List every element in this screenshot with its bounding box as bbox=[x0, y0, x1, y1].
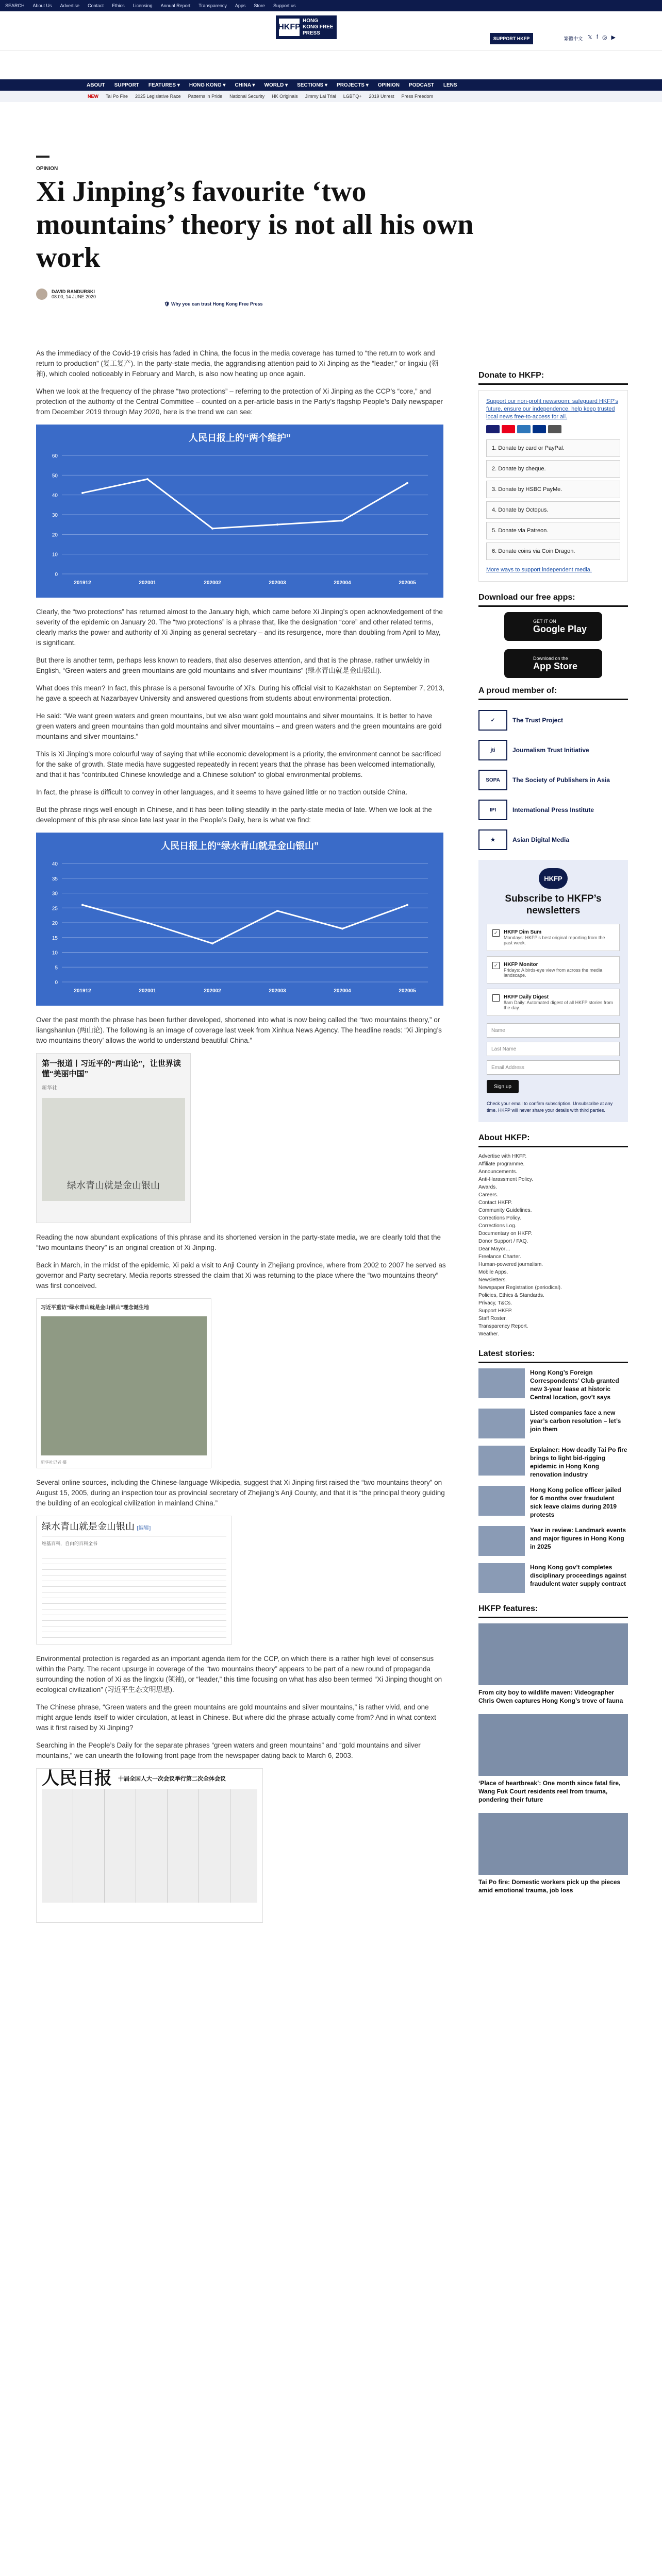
nav-podcast[interactable]: PODCAST bbox=[408, 82, 434, 88]
nav-china[interactable]: CHINA ▾ bbox=[235, 82, 255, 88]
chart-green-mountains bbox=[36, 833, 443, 1006]
data-point bbox=[341, 928, 343, 930]
story-thumbnail bbox=[478, 1486, 525, 1516]
wiki-subtitle: 维基百科，自由的百科全书 bbox=[42, 1541, 98, 1546]
y-tick-label: 10 bbox=[52, 552, 58, 558]
newsletter-logo: HKFP bbox=[539, 868, 568, 889]
feature-image bbox=[478, 1623, 628, 1685]
paragraph: He said: “We want green waters and green mountains, but we also want gold mountains and silver mountains. It is better to have green waters and green mountains than gold mountains and silver mountains – and green waters and the green mountains are gold mountains and silver mountains.” bbox=[36, 712, 442, 740]
anji-photo bbox=[41, 1316, 207, 1455]
wikipedia-screenshot bbox=[36, 1516, 232, 1645]
latest-story[interactable] bbox=[478, 1526, 628, 1556]
data-point bbox=[341, 520, 343, 522]
top-link-annual-report[interactable]: Annual Report bbox=[160, 3, 191, 8]
ipi-icon: IPI bbox=[478, 800, 507, 820]
about-link[interactable]: Corrections Log. bbox=[478, 1223, 517, 1229]
xinhua-headline: 第一报道丨习近平的“两山论”，让世界读懂“美丽中国” bbox=[42, 1059, 181, 1078]
paragraph: As the immediacy of the Covid-19 crisis has faded in China, the focus in the media coverage has turned to “the return to work and return to production” (复工复产). In the party-state media, the aggrandising attention paid to Xi Jinping as the “leader,” or lingxiu (领袖), which cooled noticeably in February and March, is also now heating up once again. bbox=[36, 349, 439, 378]
about-link[interactable]: Corrections Policy. bbox=[478, 1215, 521, 1221]
member-trust-project[interactable] bbox=[478, 705, 628, 735]
paragraph: The Chinese phrase, “Green waters and the green mountains are gold mountains and silver mountains,” is rather vivid, and one might argue lends itself to wider circulation, at least in Chinese. But where did the phrase actually come from? And in what context was it first raised by Xi Jinping? bbox=[36, 1703, 436, 1732]
trust-project-icon: ✓ bbox=[478, 710, 507, 731]
paragraph: Several online sources, including the Chinese-language Wikipedia, suggest that Xi Jinping first raised the “two mountains theory” on August 15, 2005, during an inspection tour as provincial secretary of Zhejiang’s Anji County, and that it is “the principal theory guiding the building of an ecological civilization in mainland China.” bbox=[36, 1479, 445, 1507]
trending-national-security[interactable]: National Security bbox=[229, 94, 265, 99]
x-tick-label: 202004 bbox=[334, 580, 351, 586]
top-link-licensing[interactable]: Licensing bbox=[133, 3, 153, 8]
anji-visit-screenshot bbox=[36, 1298, 211, 1468]
chart-title: 人民日报上的“两个维护” bbox=[189, 433, 291, 443]
header-social-icons bbox=[588, 34, 616, 41]
member-sopa[interactable] bbox=[478, 765, 628, 795]
logo-name: HONG KONG FREE PRESS bbox=[303, 18, 334, 36]
data-point bbox=[276, 523, 278, 526]
y-tick-label: 20 bbox=[52, 532, 58, 538]
data-point bbox=[406, 482, 408, 484]
trending-lgbtq[interactable]: LGBTQ+ bbox=[343, 94, 362, 99]
pd-masthead: 人民日报 bbox=[42, 1769, 112, 1788]
newsletter-note: Check your email to confirm subscription. Unsubscribe at any time. HKFP will never share your details with third parties. bbox=[487, 1101, 613, 1113]
story-title: Hong Kong’s Foreign Correspondents’ Club granted new 3-year lease at historic Central location, gov’t says bbox=[530, 1369, 619, 1401]
trending-bar bbox=[0, 91, 662, 102]
article-title: Xi Jinping’s favourite ‘two mountains’ theory is not all his own work bbox=[36, 176, 474, 274]
top-link-search[interactable]: SEARCH bbox=[5, 3, 25, 8]
top-link-transparency[interactable]: Transparency bbox=[198, 3, 227, 8]
paragraph: Back in March, in the midst of the epidemic, Xi paid a visit to Anji County in Zhejiang province, where from 2002 to 2007 he served as governor and Party secretary. Media reports stressed the claim that Xi was returning to the place where the “two mountains theory” was first conceived. bbox=[36, 1261, 446, 1290]
paragraph: Searching in the People’s Daily for the separate phrases “green waters and green mountains” and “gold mountains and silver mountains,” we can unearth the following front page from the newspaper dating back to March 6, 2003. bbox=[36, 1741, 421, 1759]
byline bbox=[36, 289, 96, 300]
donate-option-patreon[interactable]: 5. Donate via Patreon. bbox=[486, 522, 620, 539]
xinhua-screenshot bbox=[36, 1053, 191, 1223]
checkbox[interactable]: ✓ bbox=[492, 962, 500, 969]
about-link[interactable]: Transparency Report. bbox=[478, 1324, 528, 1329]
trending-hk-originals[interactable]: HK Originals bbox=[272, 94, 298, 99]
member-label: Journalism Trust Initiative bbox=[512, 747, 589, 754]
nav-sections[interactable]: SECTIONS ▾ bbox=[297, 82, 328, 88]
about-link[interactable]: Mobile Apps. bbox=[478, 1269, 508, 1275]
about-link[interactable]: Dear Mayor… bbox=[478, 1246, 511, 1252]
newsletter-desc: 8am Daily: Automated digest of all HKFP stories from the day. bbox=[504, 1000, 613, 1010]
nav-about[interactable]: ABOUT bbox=[87, 82, 105, 88]
about-link[interactable]: Contact HKFP. bbox=[478, 1200, 512, 1206]
about-link[interactable]: Awards. bbox=[478, 1184, 497, 1190]
nav-world[interactable]: WORLD ▾ bbox=[264, 82, 288, 88]
newsletter-option-monitor[interactable] bbox=[487, 956, 620, 984]
series-line bbox=[82, 479, 407, 529]
pd-headline: 十届全国人大一次会议举行第二次全体会议 bbox=[118, 1776, 226, 1782]
features-title: HKFP features: bbox=[478, 1604, 628, 1618]
paragraph: This is Xi Jinping’s more colourful way of saying that while economic development is a priority, the environment cannot be sacrificed for the sake of growth. State media have suggested repeatedly in recent years that the phrase has been welcomed internationally, and that it has “contributed Chinese knowledge and a Chinese solution” to global environmental problems. bbox=[36, 750, 441, 778]
section-label[interactable]: OPINION bbox=[36, 166, 58, 172]
jti-icon: jti bbox=[478, 740, 507, 760]
about-link[interactable]: Support HKFP. bbox=[478, 1308, 512, 1314]
about-link[interactable]: Advertise with HKFP. bbox=[478, 1154, 527, 1159]
top-utility-bar bbox=[0, 0, 662, 11]
story-thumbnail bbox=[478, 1446, 525, 1476]
feature-stories bbox=[478, 1623, 628, 1894]
member-digital-media[interactable] bbox=[478, 825, 628, 855]
member-label: International Press Institute bbox=[512, 806, 594, 814]
latest-title: Latest stories: bbox=[478, 1349, 628, 1363]
x-tick-label: 201912 bbox=[74, 580, 91, 586]
member-ipi[interactable] bbox=[478, 795, 628, 825]
trending-jimmy-lai-trial[interactable]: Jimmy Lai Trial bbox=[305, 94, 336, 99]
member-title: A proud member of: bbox=[478, 686, 628, 700]
instagram-icon[interactable]: ◎ bbox=[602, 35, 607, 41]
story-title: Year in review: Landmark events and major figures in Hong Kong in 2025 bbox=[530, 1527, 626, 1550]
about-link[interactable]: Donor Support / FAQ. bbox=[478, 1239, 528, 1244]
chart-two-protections bbox=[36, 425, 443, 598]
trending-legislative-race[interactable]: 2025 Legislative Race bbox=[135, 94, 181, 99]
member-label: The Society of Publishers in Asia bbox=[512, 776, 610, 784]
pd-page-columns bbox=[42, 1789, 257, 1903]
donate-box bbox=[478, 390, 628, 582]
story-title: Hong Kong gov’t completes disciplinary proceedings against fraudulent water supply contract bbox=[530, 1564, 626, 1587]
chinese-language-link[interactable]: 繁體中文 bbox=[564, 36, 583, 41]
about-link[interactable]: Newspaper Registration (periodical). bbox=[478, 1285, 562, 1291]
new-badge: NEW bbox=[88, 94, 98, 99]
latest-story[interactable] bbox=[478, 1563, 628, 1593]
x-tick-label: 201912 bbox=[74, 988, 91, 994]
donate-option-payme[interactable]: 3. Donate by HSBC PayMe. bbox=[486, 481, 620, 498]
feature-story[interactable] bbox=[478, 1623, 628, 1705]
top-link-contact[interactable]: Contact bbox=[88, 3, 104, 8]
y-tick-label: 25 bbox=[52, 906, 58, 912]
paragraph: Environmental protection is regarded as an important agenda item for the CCP, on which there is a rather high level of consensus within the Party. The recent upsurge in coverage of the “two mountains theory” appears to be part of a new round of propaganda surrounding the notion of Xi as the lingxiu (领袖), or “leader,” this time focusing on what has also been termed “Xi Jinping thought on ecological civilization” (习近平生态文明思想). bbox=[36, 1655, 442, 1693]
feature-story[interactable] bbox=[478, 1714, 628, 1804]
checkbox[interactable] bbox=[492, 994, 500, 1002]
story-thumbnail bbox=[478, 1526, 525, 1556]
about-title: About HKFP: bbox=[478, 1133, 628, 1147]
sopa-icon: SOPA bbox=[478, 770, 507, 790]
data-point bbox=[276, 910, 278, 912]
digital-media-icon: ★ bbox=[478, 829, 507, 850]
about-link[interactable]: Anti-Harassment Policy. bbox=[478, 1177, 533, 1182]
trust-link-text: Why you can trust Hong Kong Free Press bbox=[171, 301, 263, 307]
payment-cards bbox=[486, 425, 620, 433]
newsletter-name: HKFP Monitor bbox=[504, 962, 538, 968]
data-point bbox=[211, 942, 213, 944]
story-thumbnail bbox=[478, 1563, 525, 1593]
feature-image bbox=[478, 1714, 628, 1776]
data-point bbox=[81, 904, 84, 906]
y-tick-label: 60 bbox=[52, 453, 58, 459]
donate-option-cheque[interactable]: 2. Donate by cheque. bbox=[486, 460, 620, 478]
y-tick-label: 10 bbox=[52, 950, 58, 956]
x-tick-label: 202003 bbox=[269, 988, 286, 994]
mastercard-icon bbox=[502, 425, 515, 433]
feature-story[interactable] bbox=[478, 1813, 628, 1894]
about-list bbox=[478, 1153, 628, 1338]
trending-tai-po-fire[interactable]: Tai Po Fire bbox=[106, 94, 128, 99]
nav-support[interactable]: SUPPORT bbox=[114, 82, 139, 88]
paragraph: Over the past month the phrase has been further developed, shortened into what is now being called the “two mountains theory,” or liangshanlun (两山论). The following is an image of coverage last week from Xinhua News Agency. The headline reads: “Xi Jinping’s two mountains theory’ allows the world to understand beautiful China.” bbox=[36, 1016, 442, 1044]
x-tick-label: 202001 bbox=[139, 580, 156, 586]
card-icon bbox=[548, 425, 561, 433]
google-play-top: GET IT ON bbox=[533, 618, 556, 624]
about-link[interactable]: Weather. bbox=[478, 1331, 499, 1337]
x-tick-label: 202003 bbox=[269, 580, 286, 586]
about-link[interactable]: Announcements. bbox=[478, 1169, 518, 1175]
paragraph: But the phrase rings well enough in Chinese, and it has been tolling steadily in the party-state media of late. When we look at the development of this phrase since late last year in the People’s Daily, here is what we find: bbox=[36, 806, 432, 824]
y-tick-label: 0 bbox=[55, 572, 58, 578]
about-link[interactable]: Human-powered journalism. bbox=[478, 1262, 543, 1267]
paragraph: Reading the now abundant explications of this phrase and its shortened version in the party-state media, we are clearly told that the “two mountains theory” is an original creation of Xi Jinping. bbox=[36, 1233, 441, 1251]
more-ways-link[interactable]: More ways to support independent media. bbox=[486, 567, 592, 573]
top-link-apps[interactable]: Apps bbox=[235, 3, 246, 8]
x-tick-label: 202002 bbox=[204, 988, 221, 994]
peoples-daily-frontpage bbox=[36, 1768, 263, 1923]
about-link[interactable]: Community Guidelines. bbox=[478, 1208, 532, 1213]
visa-icon bbox=[486, 425, 500, 433]
story-title: Listed companies face a new year’s carbon resolution – let’s join them bbox=[530, 1409, 621, 1433]
feature-image bbox=[478, 1813, 628, 1875]
google-play-button[interactable] bbox=[504, 612, 602, 641]
member-label: The Trust Project bbox=[512, 717, 564, 724]
support-hkfp-button[interactable]: SUPPORT HKFP bbox=[490, 33, 533, 44]
data-point bbox=[211, 528, 213, 530]
data-point bbox=[81, 492, 84, 494]
google-play-label: Google Play bbox=[533, 623, 587, 634]
story-title: Hong Kong police officer jailed for 6 months over fraudulent sick leave claims during 2019 protests bbox=[530, 1486, 621, 1518]
email-input[interactable]: Email Address bbox=[487, 1060, 620, 1075]
story-title: Explainer: How deadly Tai Po fire brings to light bid-rigging epidemic in Hong Kong renovation industry bbox=[530, 1446, 627, 1478]
name-input[interactable]: Name bbox=[487, 1023, 620, 1038]
y-tick-label: 15 bbox=[52, 935, 58, 941]
x-tick-label: 202001 bbox=[139, 988, 156, 994]
publish-date: 08:00, 14 JUNE 2020 bbox=[52, 294, 96, 299]
anji-caption: 新华社记者 摄 bbox=[41, 1460, 67, 1465]
x-tick-label: 202005 bbox=[399, 580, 416, 586]
facebook-icon[interactable]: f bbox=[596, 34, 598, 40]
last-name-input[interactable]: Last Name bbox=[487, 1042, 620, 1056]
nav-hong-kong[interactable]: HONG KONG ▾ bbox=[189, 82, 226, 88]
top-link-advertise[interactable]: Advertise bbox=[60, 3, 80, 8]
chart-title: 人民日报上的“绿水青山就是金山银山” bbox=[161, 841, 319, 851]
author-name[interactable]: DAVID BANDURSKI bbox=[52, 289, 95, 294]
feature-title: From city boy to wildlife maven: Videographer Chris Owen captures Hong Kong’s trove of fauna bbox=[478, 1689, 623, 1704]
feature-title: Tai Po fire: Domestic workers pick up the pieces amid emotional trauma, job loss bbox=[478, 1878, 621, 1894]
nav-opinion[interactable]: OPINION bbox=[377, 82, 400, 88]
x-tick-label: 202004 bbox=[334, 988, 351, 994]
newsletter-name: HKFP Daily Digest bbox=[504, 994, 549, 1000]
nav-lens[interactable]: LENS bbox=[443, 82, 457, 88]
site-header bbox=[0, 11, 662, 50]
anji-headline: 习近平重访“绿水青山就是金山银山”理念诞生地 bbox=[41, 1305, 149, 1311]
shield-icon: 🛡 bbox=[164, 301, 171, 307]
app-store-label: App Store bbox=[533, 660, 578, 671]
y-tick-label: 30 bbox=[52, 891, 58, 897]
sign-up-button[interactable]: Sign up bbox=[487, 1080, 519, 1093]
newsletter-desc: Fridays: A birds-eye view from across the media landscape. bbox=[504, 968, 603, 978]
paragraph: But there is another term, perhaps less known to readers, that also deserves attention, and that is the phrase, rather unwieldy in English, “Green waters and green mountains are gold mountains and silver mountains” (绿水青山就是金山银山). bbox=[36, 656, 430, 674]
xinhua-calligraphy: 绿水青山就是金山银山 bbox=[42, 1098, 185, 1201]
data-point bbox=[146, 922, 148, 924]
xinhua-source: 新华社 bbox=[42, 1086, 57, 1091]
y-tick-label: 40 bbox=[52, 861, 58, 867]
donate-title: Donate to HKFP: bbox=[478, 371, 628, 385]
chart-two-protections-svg bbox=[36, 425, 443, 598]
latest-stories bbox=[478, 1368, 628, 1593]
paypal-icon bbox=[533, 425, 546, 433]
apps-title: Download our free apps: bbox=[478, 593, 628, 607]
trending-press-freedom[interactable]: Press Freedom bbox=[401, 94, 434, 99]
newsletter-title: Subscribe to HKFP’s newsletters bbox=[505, 893, 602, 916]
nav-features[interactable]: FEATURES ▾ bbox=[148, 82, 180, 88]
about-link[interactable]: Newsletters. bbox=[478, 1277, 507, 1283]
top-link-support[interactable]: Support us bbox=[273, 3, 296, 8]
youtube-icon[interactable]: ▶ bbox=[611, 35, 616, 41]
paragraph: When we look at the frequency of the phrase “two protections” – referring to the protection of Xi Jinping as the CCP’s “core,” and protection of the authority of the Central Committee – counted on a per-article basis in the Party’s flagship People’s Daily newspaper from December 2019 through May 2020, here is the trend we can see: bbox=[36, 387, 443, 416]
donate-option-card[interactable]: 1. Donate by card or PayPal. bbox=[486, 439, 620, 457]
main-nav bbox=[0, 79, 662, 91]
latest-story[interactable] bbox=[478, 1446, 628, 1479]
y-tick-label: 20 bbox=[52, 921, 58, 926]
top-link-store[interactable]: Store bbox=[254, 3, 265, 8]
wiki-title: 绿水青山就是金山银山 bbox=[42, 1521, 135, 1532]
donate-link[interactable]: Support our non-profit newsroom: safeguard HKFP’s future, ensure our independence, help keep trusted local news free-to-access for all. bbox=[486, 398, 618, 420]
app-store-top: Download on the bbox=[533, 655, 568, 661]
twitter-icon[interactable]: 𝕏 bbox=[588, 35, 592, 41]
donate-option-coin-dragon[interactable]: 6. Donate coins via Coin Dragon. bbox=[486, 543, 620, 560]
latest-story[interactable] bbox=[478, 1409, 628, 1438]
y-tick-label: 0 bbox=[55, 980, 58, 986]
trust-link[interactable] bbox=[164, 301, 262, 307]
latest-story[interactable] bbox=[478, 1368, 628, 1401]
about-link[interactable]: Staff Roster. bbox=[478, 1316, 507, 1321]
top-link-ethics[interactable]: Ethics bbox=[112, 3, 125, 8]
y-tick-label: 5 bbox=[55, 965, 58, 971]
donate-option-octopus[interactable]: 4. Donate by Octopus. bbox=[486, 501, 620, 519]
about-link[interactable]: Freelance Charter. bbox=[478, 1254, 521, 1260]
trending-2019-unrest[interactable]: 2019 Unrest bbox=[369, 94, 394, 99]
article-body bbox=[36, 348, 448, 1932]
paragraph: What does this mean? In fact, this phrase is a personal favourite of Xi’s. During his official visit to Kazakhstan on September 7, 2013, he gave a speech at Nazarbayev University and answered questions from students about environmental protection. bbox=[36, 684, 444, 702]
app-store-button[interactable] bbox=[504, 649, 602, 678]
y-tick-label: 50 bbox=[52, 473, 58, 479]
member-label: Asian Digital Media bbox=[512, 836, 570, 843]
member-jti[interactable] bbox=[478, 735, 628, 765]
about-link[interactable]: Careers. bbox=[478, 1192, 499, 1198]
feature-title: ‘Place of heartbreak’: One month since fatal fire, Wang Fuk Court residents reel from trauma, pondering their future bbox=[478, 1780, 621, 1803]
section-rule bbox=[36, 156, 49, 158]
story-thumbnail bbox=[478, 1409, 525, 1438]
checkbox[interactable]: ✓ bbox=[492, 929, 500, 937]
about-link[interactable]: Privacy, T&Cs. bbox=[478, 1300, 512, 1306]
data-point bbox=[146, 478, 148, 480]
top-link-about[interactable]: About Us bbox=[32, 3, 52, 8]
newsletter-option-dim-sum[interactable] bbox=[487, 924, 620, 951]
logo-mark: HKFP bbox=[279, 19, 300, 36]
sidebar bbox=[478, 371, 628, 1904]
paragraph: Clearly, the “two protections” has returned almost to the January high, which came before Xi Jinping’s open acknowledgement of the severity of the epidemic on January 20. The “two protections” is a phrase that, like the designation “core” and other related terms, clearly marks the power and authority of Xi Jinping as general secretary – and its resurgence, more than doubling from April to May, is significant. bbox=[36, 608, 443, 647]
newsletter-name: HKFP Dim Sum bbox=[504, 929, 542, 935]
about-link[interactable]: Policies, Ethics & Standards. bbox=[478, 1293, 544, 1298]
chart-green-mountains-svg bbox=[36, 833, 443, 1006]
y-tick-label: 40 bbox=[52, 493, 58, 499]
y-tick-label: 35 bbox=[52, 876, 58, 882]
newsletter-option-daily-digest[interactable] bbox=[487, 989, 620, 1016]
about-link[interactable]: Affiliate programme. bbox=[478, 1161, 525, 1167]
data-point bbox=[406, 904, 408, 906]
trending-patterns-in-pride[interactable]: Patterns in Pride bbox=[188, 94, 223, 99]
amex-icon bbox=[517, 425, 531, 433]
site-logo[interactable] bbox=[276, 15, 337, 39]
nav-projects[interactable]: PROJECTS ▾ bbox=[337, 82, 369, 88]
x-tick-label: 202005 bbox=[399, 988, 416, 994]
paragraph: In fact, the phrase is difficult to convey in other languages, and it seems to have gained little or no traction outside China. bbox=[36, 788, 408, 796]
wiki-text-block bbox=[42, 1553, 226, 1640]
newsletter-desc: Mondays: HKFP’s best original reporting from the past week. bbox=[504, 935, 605, 945]
about-link[interactable]: Documentary on HKFP. bbox=[478, 1231, 533, 1236]
author-avatar bbox=[36, 289, 47, 300]
y-tick-label: 30 bbox=[52, 513, 58, 518]
newsletter-box bbox=[478, 860, 628, 1122]
x-tick-label: 202002 bbox=[204, 580, 221, 586]
wiki-edit-link[interactable]: [编辑] bbox=[137, 1526, 151, 1531]
story-thumbnail bbox=[478, 1368, 525, 1398]
latest-story[interactable] bbox=[478, 1486, 628, 1519]
